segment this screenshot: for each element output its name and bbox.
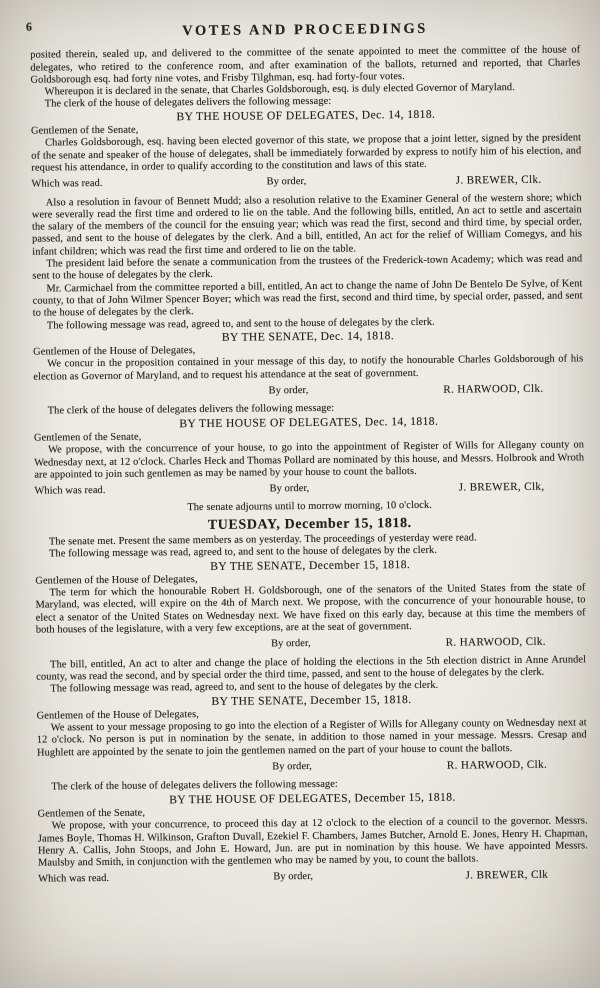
message-heading: BY THE HOUSE OF DELEGATES, Dec. 14, 1818. — [179, 414, 439, 430]
by-order-label: By order, — [271, 638, 311, 650]
read-note — [36, 639, 206, 653]
paragraph: Also a resolution in favour of Bennett Mudd; also a resolution relative to the Examiner General of the western shore; which were severally read the first time and ordered to lie on the table. And the following bills, entitled, An act to settle and ascertain the salary of the members of the council for the ensuing year; which was read the first, second and third time, by special order, passed, and sent to the house of delegates by the clerk. And a bill, entitled, An act for the relief of William Comegys, and his infant children; which was read the first time and ordered to lie on the table. — [31, 191, 583, 258]
salutation: Gentlemen of the Senate, — [30, 124, 139, 137]
page-header — [25, 19, 580, 41]
clerk-signature: R. HARWOOD, Clk. — [446, 758, 548, 772]
paragraph: The clerk of the house of delegates delivers the following message: — [44, 96, 332, 110]
adjournment-line: The senate adjourns until to morrow morning, 10 o'clock. — [187, 500, 433, 514]
message-heading: BY THE SENATE, Dec. 14, 1818. — [221, 328, 395, 344]
paragraph: We assent to your message proposing to go into the election of a Register of Wills for Allegany county on Wednesday next at 12 o'clock. No person is put in nomination by the senate, in addition to those named in your message. Messrs. Cresap and Hughlett are appointed by the senate to join the gentlemen named on the part of your house to count the ballots. — [36, 717, 587, 759]
paragraph: We propose, with your concurrence, to proceed this day at 12 o'clock to the election of a council to the governor. Messrs. James Boyle, Thomas H. Wilkinson, Grafton Duvall, Ezekiel F. Chambers, James Butcher, Arnold E. Jones, Henry H. Chapman, Henry A. Callis, John Stoops, and John E. Howard, Jun. are put in nomination by this house. We have appointed Messrs. Maulsby and Smith, in conjunction with the gentlemen who may be named by you, to count the ballots. — [37, 815, 588, 869]
paragraph: Mr. Carmichael from the committee reported a bill, entitled, An act to change the name of John De Bentelo De Sylve, of Kent county, to that of John Wilmer Spencer Boyer; which was read the first, second and third time, by special order, passed, and sent to the house of delegates by the clerk. — [32, 277, 583, 319]
paragraph: We propose, with the concurrence of your house, to go into the appointment of Register of Wills for Allegany county on Wednesday next, at 12 o'clock. Charles Heck and Thomas Pollard are nominated by this house, and Messrs. Holbrook and Wroth are appointed to join such gentlemen as may be named by your house to count the ballots. — [34, 439, 585, 481]
by-order-label: By order, — [272, 760, 313, 773]
signature-row — [33, 382, 583, 400]
paragraph: The following message was read, agreed to, and sent to the house of delegates by the clerk. — [49, 545, 438, 560]
by-order-label: By order, — [266, 176, 307, 188]
read-note — [37, 762, 207, 776]
paragraph: We concur in the proposition contained in your message of this day, to notify the honourable Charles Goldsborough of his election as Governor of Maryland, and to request his attendance at the seat of government. — [33, 353, 584, 383]
clerk-signature: R. HARWOOD, Clk. — [443, 382, 544, 396]
paragraph: The senate met. Present the same members as on yesterday. The proceedings of yesterday were read. — [48, 532, 477, 548]
signature-row — [36, 636, 586, 654]
by-order-label: By order, — [269, 483, 310, 495]
paragraph: The president laid before the senate a communication from the trustees of the Frederick-town Academy; which was read and sent to the house of delegates by the clerk. — [32, 253, 583, 282]
signature-row — [38, 869, 588, 887]
message-heading: BY THE HOUSE OF DELEGATES, December 15, 1818. — [169, 790, 456, 806]
document-body — [30, 45, 588, 887]
paragraph: Charles Goldsborough, esq. having been elected governor of this state, we propose that a joint letter, signed by the president of the senate and speaker of the house of delegates, shall be immediately forwarded by express to notify him of his election, and request his attendance, in order to qualify according to the constitution and laws of this state. — [31, 132, 582, 174]
by-order-label: By order, — [273, 871, 314, 883]
paragraph: The following message was read, agreed to, and sent to the house of delegates by the clerk. — [50, 680, 439, 695]
by-order-label: By order, — [268, 385, 309, 397]
paragraph: The following message was read, agreed to, and sent to the house of delegates by the clerk. — [46, 316, 435, 332]
clerk-signature: J. BREWER, Clk, — [458, 480, 545, 494]
paragraph: The clerk of the house of delegates delivers the following message: — [47, 403, 335, 417]
read-note: Which was read. — [38, 873, 110, 886]
read-note: Which was read. — [31, 178, 103, 190]
salutation: Gentlemen of the House of Delegates, — [35, 573, 198, 587]
clerk-signature: J. BREWER, Clk. — [455, 174, 542, 187]
paragraph: The term for which the honourable Robert H. Goldsborough, one of the senators of the United States from the state of Maryland, was elected, will expire on the 4th of March next. We propose, with the concurrence of your honourable house, to elect a senator of the United States on Wednesday next. We have fixed on this early day, because at this time the members of both houses of the legislature, with a very few exceptions, are at the seat of government. — [35, 582, 586, 636]
message-heading: BY THE SENATE, December 15, 1818. — [211, 692, 412, 708]
paragraph: posited therein, sealed up, and delivered to the committee of the senate appointed to meet the committee of the house of delegates, who retired to the conference room, and after examination of the ballots, returned and reported, that Charles Goldsborough esq. had forty nine votes, and Frisby Tilghman, esq. had forty-four votes. — [30, 44, 581, 86]
read-note — [33, 386, 203, 400]
salutation: Gentlemen of the Senate, — [37, 807, 146, 820]
signature-row — [34, 480, 584, 498]
paragraph: The clerk of the house of delegates delivers the following message: — [51, 779, 338, 793]
message-heading: BY THE HOUSE OF DELEGATES, Dec. 14, 1818. — [176, 107, 436, 124]
read-note: Which was read. — [34, 485, 106, 497]
signature-row — [37, 758, 587, 776]
page-number: 6 — [25, 19, 33, 34]
message-heading: BY THE SENATE, December 15, 1818. — [210, 557, 411, 573]
clerk-signature: R. HARWOOD, Clk. — [445, 636, 547, 650]
scanned-content — [25, 19, 588, 886]
running-head: VOTES AND PROCEEDINGS — [182, 20, 428, 40]
signature-row — [31, 174, 581, 192]
paragraph: Whereupon it is declared in the senate, that Charles Goldsborough, esq. is duly elected Governor of Maryland. — [44, 82, 515, 98]
salutation: Gentlemen of the House of Delegates, — [36, 708, 199, 722]
clerk-signature: J. BREWER, Clk — [465, 869, 549, 882]
salutation: Gentlemen of the Senate, — [33, 431, 142, 444]
day-heading: TUESDAY, December 15, 1818. — [207, 515, 412, 533]
salutation: Gentlemen of the House of Delegates, — [33, 345, 196, 358]
paragraph: The bill, entitled, An act to alter and change the place of holding the elections in the 5th election district in Anne Arundel county, was read the second, and by special order the third time, passed, and sent to the house of delegates by the clerk. — [36, 653, 587, 683]
